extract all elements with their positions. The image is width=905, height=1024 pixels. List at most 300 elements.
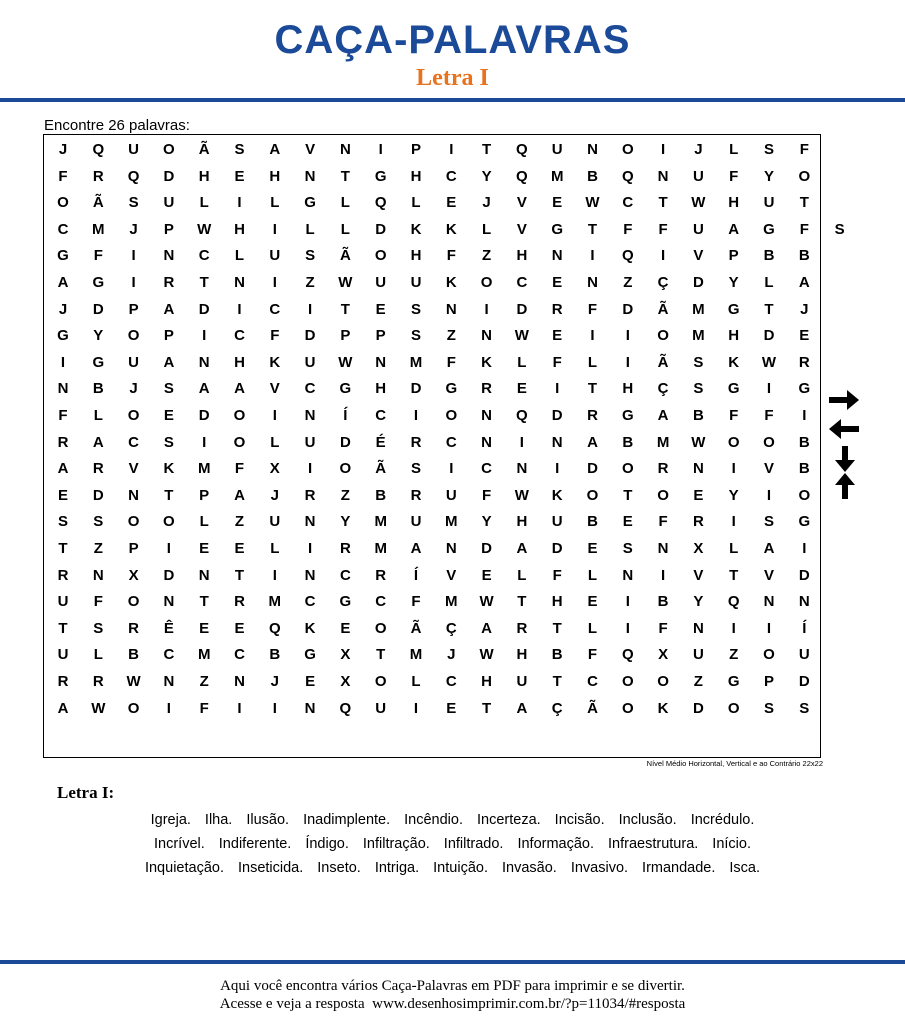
grid-cell: G: [92, 274, 105, 291]
grid-cell: W: [691, 194, 706, 212]
grid-cell: F: [58, 167, 68, 185]
grid-cell: Y: [728, 274, 739, 291]
grid-cell: O: [233, 407, 246, 424]
grid-cell: I: [202, 327, 207, 345]
grid-cell: K: [728, 353, 740, 371]
grid-cell: T: [799, 194, 809, 212]
word-item: Início.: [712, 836, 751, 852]
grid-cell: H: [410, 247, 422, 265]
grid-cell: T: [376, 646, 386, 664]
grid-cell: L: [305, 220, 315, 238]
grid-cell: W: [514, 327, 529, 345]
grid-cell: B: [763, 247, 775, 265]
grid-cell: Z: [234, 513, 245, 531]
grid-cell: Ã: [339, 247, 351, 265]
grid-cell: H: [234, 220, 245, 238]
grid-cell: O: [621, 699, 634, 717]
grid-cell: U: [551, 513, 563, 531]
grid-cell: S: [763, 141, 774, 158]
grid-cell: E: [199, 540, 210, 557]
grid-cell: D: [551, 540, 563, 557]
grid-cell: J: [270, 486, 279, 504]
grid-cell: G: [57, 327, 69, 345]
grid-cell: I: [308, 460, 313, 478]
grid-cell: B: [587, 513, 598, 531]
grid-cell: O: [798, 486, 811, 504]
grid-cell: O: [621, 141, 634, 158]
arrow-down-icon: [834, 445, 856, 473]
grid-cell: D: [375, 220, 387, 238]
word-item: Intriga.: [374, 860, 420, 876]
grid-cell: X: [128, 566, 139, 584]
grid-cell: U: [410, 513, 422, 531]
word-item: Infraestrutura.: [608, 836, 699, 852]
grid-cell: N: [128, 486, 140, 504]
grid-cell: M: [445, 593, 458, 611]
grid-cell: Ã: [587, 699, 598, 717]
grid-cell: N: [657, 167, 669, 185]
grid-cell: C: [445, 673, 457, 690]
grid-cell: V: [269, 380, 280, 398]
grid-cell: T: [199, 593, 209, 611]
grid-cell: B: [551, 646, 563, 664]
word-item: Indiferente.: [218, 836, 292, 852]
grid-cell: G: [374, 167, 387, 185]
grid-cell: A: [163, 353, 175, 371]
grid-cell: I: [272, 220, 277, 238]
grid-cell: W: [479, 593, 494, 611]
grid-cell: C: [622, 194, 634, 212]
grid-cell: M: [692, 300, 705, 318]
grid-cell: F: [764, 407, 774, 424]
grid-cell: Y: [728, 486, 739, 504]
grid-cell: R: [92, 167, 104, 185]
grid-cell: N: [234, 673, 245, 690]
grid-cell: A: [269, 141, 281, 158]
grid-cell: A: [763, 540, 775, 557]
grid-cell: U: [57, 593, 69, 611]
grid-cell: T: [623, 486, 633, 504]
grid-cell: K: [163, 460, 175, 478]
grid-cell: T: [517, 593, 527, 611]
grid-cell: K: [445, 274, 457, 291]
grid-cell: F: [799, 220, 809, 238]
grid-cell: U: [551, 141, 563, 158]
grid-cell: A: [198, 380, 210, 398]
grid-cell: I: [625, 593, 630, 611]
grid-cell: N: [445, 540, 457, 557]
grid-cell: R: [128, 619, 140, 637]
grid-cell: G: [727, 380, 740, 398]
grid-cell: F: [587, 300, 598, 318]
grid-cell: H: [198, 167, 210, 185]
grid-cell: C: [445, 167, 457, 185]
grid-cell: V: [516, 194, 527, 212]
grid-cell: U: [445, 486, 457, 504]
grid-cell: I: [661, 247, 666, 265]
grid-cell: B: [92, 380, 104, 398]
grid-cell: O: [57, 194, 69, 212]
grid-cell: T: [764, 300, 774, 318]
grid-cell: G: [304, 646, 316, 664]
grid-cell: R: [410, 433, 422, 451]
grid-cell: Ã: [198, 141, 210, 158]
grid-cell: X: [340, 673, 351, 690]
grid-cell: L: [729, 540, 739, 557]
grid-cell: Q: [621, 167, 634, 185]
grid-cell: N: [445, 300, 457, 318]
grid-cell: Ã: [657, 300, 669, 318]
grid-cell: I: [625, 327, 630, 345]
grid-cell: J: [129, 380, 138, 398]
grid-cell: R: [551, 300, 563, 318]
grid-cell: S: [799, 699, 810, 717]
grid-cell: K: [304, 619, 316, 637]
grid-cell: G: [727, 673, 740, 690]
grid-cell: G: [727, 300, 740, 318]
grid-cell: G: [763, 220, 775, 238]
grid-cell: S: [410, 327, 421, 345]
grid-cell: I: [661, 566, 666, 584]
grid-cell: L: [93, 407, 103, 424]
grid-cell: Ç: [445, 619, 457, 637]
grid-cell: C: [481, 460, 493, 478]
grid-cell: E: [234, 167, 245, 185]
grid-cell: C: [57, 220, 69, 238]
grid-cell: G: [798, 513, 811, 531]
grid-cell: I: [449, 141, 454, 158]
footer-divider: [0, 960, 905, 964]
grid-cell: J: [447, 646, 456, 664]
grid-cell: Ã: [410, 619, 422, 637]
grid-cell: S: [410, 300, 421, 318]
grid-cell: R: [657, 460, 669, 478]
grid-cell: L: [270, 433, 280, 451]
grid-cell: N: [551, 433, 563, 451]
word-item: Invasão.: [501, 860, 557, 876]
grid-cell: A: [516, 540, 528, 557]
grid-cell: F: [482, 486, 492, 504]
grid-cell: F: [93, 247, 103, 265]
grid-cell: D: [516, 300, 528, 318]
grid-cell: M: [409, 646, 423, 664]
grid-cell: Z: [446, 327, 456, 345]
grid-cell: W: [514, 486, 529, 504]
grid-cell: A: [234, 486, 245, 504]
grid-cell: Z: [623, 274, 633, 291]
grid-cell: G: [92, 353, 105, 371]
grid-cell: L: [587, 353, 598, 371]
grid-cell: E: [552, 274, 563, 291]
grid-cell: N: [798, 593, 810, 611]
grid-cell: I: [766, 486, 772, 504]
grid-cell: I: [413, 407, 419, 424]
grid-cell: U: [692, 220, 704, 238]
grid-cell: N: [198, 353, 210, 371]
grid-cell: R: [587, 407, 598, 424]
grid-cell: C: [163, 646, 175, 664]
grid-cell: M: [197, 460, 211, 478]
grid-cell: N: [622, 566, 634, 584]
grid-cell: I: [625, 619, 630, 637]
grid-cell: A: [163, 300, 175, 318]
grid-cell: E: [57, 486, 68, 504]
word-item: Ilusão.: [246, 812, 290, 828]
grid-cell: N: [481, 327, 493, 345]
footer-line-1: Aqui você encontra vários Caça-Palavras em PDF para imprimir e se divertir.: [220, 978, 685, 994]
grid-cell: O: [127, 513, 140, 531]
grid-cell: C: [269, 300, 281, 318]
grid-cell: V: [128, 460, 139, 478]
grid-cell: E: [446, 699, 457, 717]
grid-cell: V: [693, 566, 704, 584]
grid-cell: E: [587, 540, 598, 557]
grid-cell: K: [445, 220, 457, 238]
page-subtitle: Letra I: [416, 65, 489, 91]
grid-cell: G: [304, 194, 316, 212]
grid-cell: V: [763, 566, 774, 584]
word-item: Inseto.: [317, 860, 361, 876]
arrow-left-icon: [828, 418, 860, 440]
grid-cell: W: [585, 194, 600, 212]
grid-cell: T: [58, 619, 68, 637]
grid-cell: U: [269, 513, 281, 531]
grid-cell: S: [93, 619, 104, 637]
grid-cell: U: [128, 141, 140, 158]
grid-cell: O: [621, 460, 634, 478]
grid-cell: U: [763, 194, 775, 212]
grid-cell: D: [587, 460, 598, 478]
grid-cell: Ç: [657, 274, 669, 291]
grid-cell: Í: [343, 407, 348, 424]
grid-cell: G: [621, 407, 634, 424]
grid-cell: I: [131, 274, 136, 291]
word-list-line: [0, 858, 905, 878]
grid-cell: I: [555, 380, 560, 398]
grid-cell: B: [587, 167, 598, 185]
grid-cell: H: [728, 327, 740, 345]
grid-cell: P: [763, 673, 774, 690]
grid-cell: Ã: [375, 460, 387, 478]
word-item: Incrédulo.: [690, 812, 755, 828]
grid-cell: I: [272, 566, 277, 584]
grid-cell: Q: [621, 646, 634, 664]
grid-cell: Ã: [657, 353, 669, 371]
grid-cell: N: [551, 247, 563, 265]
grid-cell: M: [445, 513, 458, 531]
grid-cell: B: [798, 460, 810, 478]
grid-cell: M: [92, 220, 105, 238]
grid-cell: D: [763, 327, 775, 345]
grid-cell: O: [763, 433, 775, 451]
grid-cell: I: [378, 141, 383, 158]
grid-cell: D: [304, 327, 316, 345]
grid-cell: N: [516, 460, 528, 478]
grid-cell: T: [587, 380, 598, 398]
grid-cell: E: [481, 566, 492, 584]
grid-cell: D: [92, 300, 104, 318]
grid-cell: I: [237, 194, 242, 212]
grid-cell: R: [163, 274, 175, 291]
grid-cell: I: [661, 141, 666, 158]
grid-cell: I: [272, 407, 277, 424]
grid-cell: F: [552, 353, 562, 371]
grid-cell: O: [657, 327, 669, 345]
word-item: Incrível.: [154, 836, 205, 852]
grid-cell: V: [693, 247, 704, 265]
grid-cell: A: [92, 433, 104, 451]
grid-cell: R: [516, 619, 528, 637]
grid-cell: O: [233, 433, 246, 451]
grid-cell: M: [374, 540, 387, 557]
grid-cell: F: [729, 167, 739, 185]
grid-cell: M: [197, 646, 211, 664]
grid-cell: W: [338, 274, 353, 291]
grid-cell: D: [198, 407, 210, 424]
grid-cell: R: [92, 460, 104, 478]
grid-cell: J: [58, 300, 68, 318]
grid-cell: O: [374, 247, 387, 265]
grid-cell: M: [409, 353, 423, 371]
grid-cell: P: [128, 540, 139, 557]
grid-cell: D: [692, 274, 704, 291]
grid-cell: N: [163, 247, 175, 265]
grid-cell: E: [516, 380, 527, 398]
grid-cell: Ç: [657, 380, 669, 398]
grid-cell: R: [375, 566, 387, 584]
grid-cell: O: [657, 673, 669, 690]
grid-cell: F: [270, 327, 280, 345]
grid-cell: B: [798, 247, 810, 265]
grid-cell: Y: [340, 513, 351, 531]
grid-cell: Í: [413, 566, 419, 584]
grid-cell: Q: [268, 619, 281, 637]
grid-cell: S: [410, 460, 421, 478]
grid-cell: H: [551, 593, 563, 611]
grid-cell: I: [308, 540, 313, 557]
grid-cell: F: [729, 407, 739, 424]
grid-cell: D: [163, 167, 175, 185]
grid-cell: V: [446, 566, 457, 584]
grid-cell: R: [234, 593, 245, 611]
word-list-line: [0, 810, 905, 830]
grid-cell: S: [834, 220, 845, 238]
grid-cell: F: [411, 593, 421, 611]
grid-cell: N: [304, 407, 316, 424]
grid-cell: R: [798, 353, 810, 371]
grid-cell: N: [481, 407, 493, 424]
grid-cell: T: [482, 141, 492, 158]
word-item: Índigo.: [305, 836, 349, 852]
grid-cell: P: [340, 327, 351, 345]
grid-cell: I: [131, 247, 136, 265]
grid-cell: L: [482, 220, 492, 238]
grid-cell: L: [270, 194, 280, 212]
word-item: Inadimplente.: [303, 812, 391, 828]
grid-cell: B: [657, 593, 669, 611]
grid-cell: N: [375, 353, 387, 371]
grid-cell: O: [657, 486, 669, 504]
grid-cell: D: [92, 486, 104, 504]
grid-cell: D: [692, 699, 704, 717]
grid-cell: G: [339, 593, 352, 611]
grid-cell: I: [60, 353, 66, 371]
grid-cell: T: [58, 540, 68, 557]
grid-cell: F: [446, 353, 456, 371]
grid-cell: N: [481, 433, 493, 451]
grid-cell: O: [727, 433, 740, 451]
grid-cell: B: [128, 646, 140, 664]
grid-cell: S: [693, 380, 704, 398]
grid-cell: K: [551, 486, 563, 504]
grid-cell: Z: [93, 540, 103, 557]
grid-cell: H: [516, 646, 528, 664]
grid-cell: Ç: [551, 699, 563, 717]
word-item: Inclusão.: [618, 812, 677, 828]
grid-cell: H: [728, 194, 740, 212]
arrow-up-icon: [834, 472, 856, 500]
grid-cell: J: [482, 194, 491, 212]
grid-cell: L: [517, 353, 527, 371]
grid-cell: O: [374, 619, 387, 637]
grid-cell: O: [339, 460, 352, 478]
grid-cell: L: [729, 141, 739, 158]
grid-cell: I: [590, 247, 595, 265]
grid-cell: Q: [727, 593, 740, 611]
grid-cell: H: [481, 673, 493, 690]
word-item: Irmandade.: [642, 860, 716, 876]
grid-cell: I: [766, 380, 772, 398]
grid-cell: B: [375, 486, 387, 504]
grid-cell: U: [304, 433, 316, 451]
grid-cell: F: [658, 513, 668, 531]
grid-cell: A: [57, 460, 69, 478]
grid-cell: I: [625, 353, 630, 371]
grid-cell: Y: [763, 167, 774, 185]
grid-cell: A: [410, 540, 422, 557]
grid-cell: I: [731, 460, 736, 478]
grid-cell: F: [199, 699, 209, 717]
grid-cell: N: [692, 460, 704, 478]
word-item: Invasivo.: [570, 860, 629, 876]
grid-cell: L: [411, 673, 421, 690]
grid-cell: Í: [802, 619, 807, 637]
grid-cell: F: [587, 646, 598, 664]
grid-cell: T: [552, 673, 562, 690]
word-list-line: [0, 834, 905, 854]
grid-cell: U: [163, 194, 175, 212]
grid-cell: E: [199, 619, 210, 637]
grid-cell: E: [340, 619, 351, 637]
grid-cell: L: [199, 194, 209, 212]
grid-cell: N: [57, 380, 69, 398]
grid-cell: H: [516, 513, 528, 531]
grid-cell: T: [729, 566, 739, 584]
grid-cell: A: [516, 699, 528, 717]
grid-cell: T: [658, 194, 668, 212]
grid-cell: P: [728, 247, 739, 265]
grid-cell: A: [234, 380, 245, 398]
word-item: Incerteza.: [477, 812, 541, 828]
header-divider: [0, 98, 905, 102]
grid-cell: R: [57, 566, 69, 584]
grid-cell: S: [163, 433, 174, 451]
grid-cell: Y: [481, 513, 492, 531]
grid-cell: N: [587, 141, 598, 158]
grid-cell: A: [728, 220, 740, 238]
grid-cell: B: [622, 433, 634, 451]
grid-cell: I: [166, 699, 171, 717]
